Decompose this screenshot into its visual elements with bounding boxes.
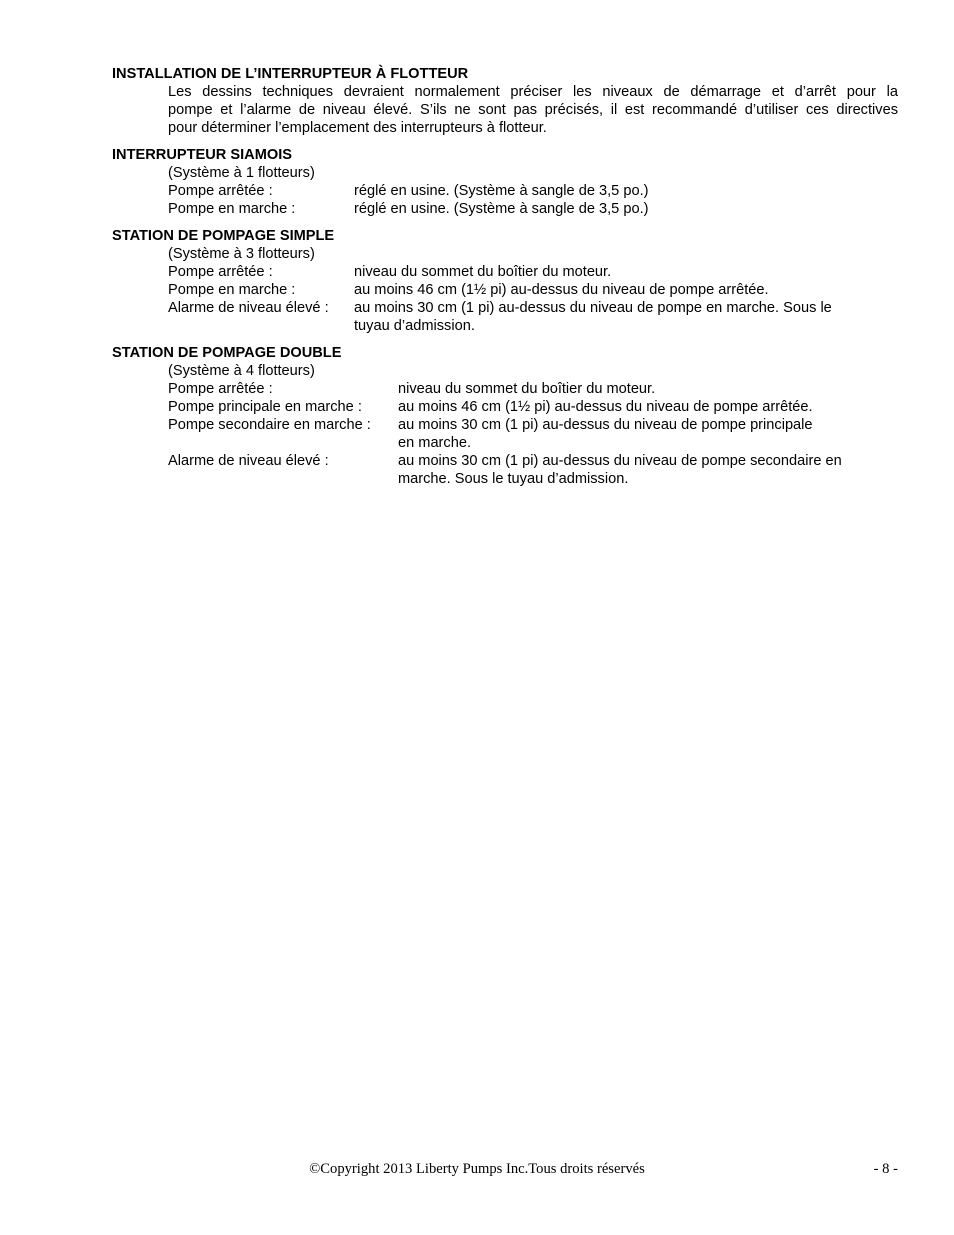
section-heading-installation: INSTALLATION DE L’INTERRUPTEUR À FLOTTEUR <box>112 66 469 82</box>
row-value: niveau du sommet du boîtier du moteur. <box>354 264 612 280</box>
row-value-continued: en marche. <box>398 435 472 451</box>
system-note: (Système à 1 flotteurs) <box>168 165 315 181</box>
row-label: Pompe secondaire en marche : <box>168 417 371 433</box>
footer-copyright: ©Copyright 2013 Liberty Pumps Inc.Tous droits réservés <box>309 1161 645 1177</box>
page-number: - 8 - <box>873 1161 898 1177</box>
row-value: au moins 46 cm (1½ pi) au-dessus du niveau de pompe arrêtée. <box>398 399 813 415</box>
row-value: niveau du sommet du boîtier du moteur. <box>398 381 656 397</box>
row-label: Pompe en marche : <box>168 201 296 217</box>
row-value: au moins 30 cm (1 pi) au-dessus du niveau de pompe secondaire en <box>398 453 842 469</box>
paragraph-line: Les dessins techniques devraient normalement préciser les niveaux de démarrage et d’arrêt pour la <box>168 84 898 100</box>
row-value-continued: marche. Sous le tuyau d’admission. <box>398 471 629 487</box>
system-note: (Système à 4 flotteurs) <box>168 363 315 379</box>
row-label: Pompe arrêtée : <box>168 183 273 199</box>
section-heading-interrupteur-siamois: INTERRUPTEUR SIAMOIS <box>112 147 292 163</box>
section-heading-station-simple: STATION DE POMPAGE SIMPLE <box>112 228 335 244</box>
row-value: au moins 30 cm (1 pi) au-dessus du niveau de pompe principale <box>398 417 813 433</box>
paragraph-line: pompe et l’alarme de niveau élevé. S’ils ne sont pas précisés, il est recommandé d’utiliser ces directives <box>168 102 898 118</box>
row-value: au moins 46 cm (1½ pi) au-dessus du niveau de pompe arrêtée. <box>354 282 769 298</box>
section-heading-station-double: STATION DE POMPAGE DOUBLE <box>112 345 342 361</box>
row-value: réglé en usine. (Système à sangle de 3,5 po.) <box>354 201 649 217</box>
row-label: Alarme de niveau élevé : <box>168 300 329 316</box>
row-value: réglé en usine. (Système à sangle de 3,5 po.) <box>354 183 649 199</box>
row-label: Alarme de niveau élevé : <box>168 453 329 469</box>
paragraph-line: pour déterminer l’emplacement des interrupteurs à flotteur. <box>168 120 547 136</box>
row-value-continued: tuyau d’admission. <box>354 318 475 334</box>
row-label: Pompe arrêtée : <box>168 264 273 280</box>
row-value: au moins 30 cm (1 pi) au-dessus du niveau de pompe en marche. Sous le <box>354 300 832 316</box>
intro-paragraph <box>168 83 898 137</box>
row-label: Pompe arrêtée : <box>168 381 273 397</box>
row-label: Pompe principale en marche : <box>168 399 362 415</box>
system-note: (Système à 3 flotteurs) <box>168 246 315 262</box>
row-label: Pompe en marche : <box>168 282 296 298</box>
